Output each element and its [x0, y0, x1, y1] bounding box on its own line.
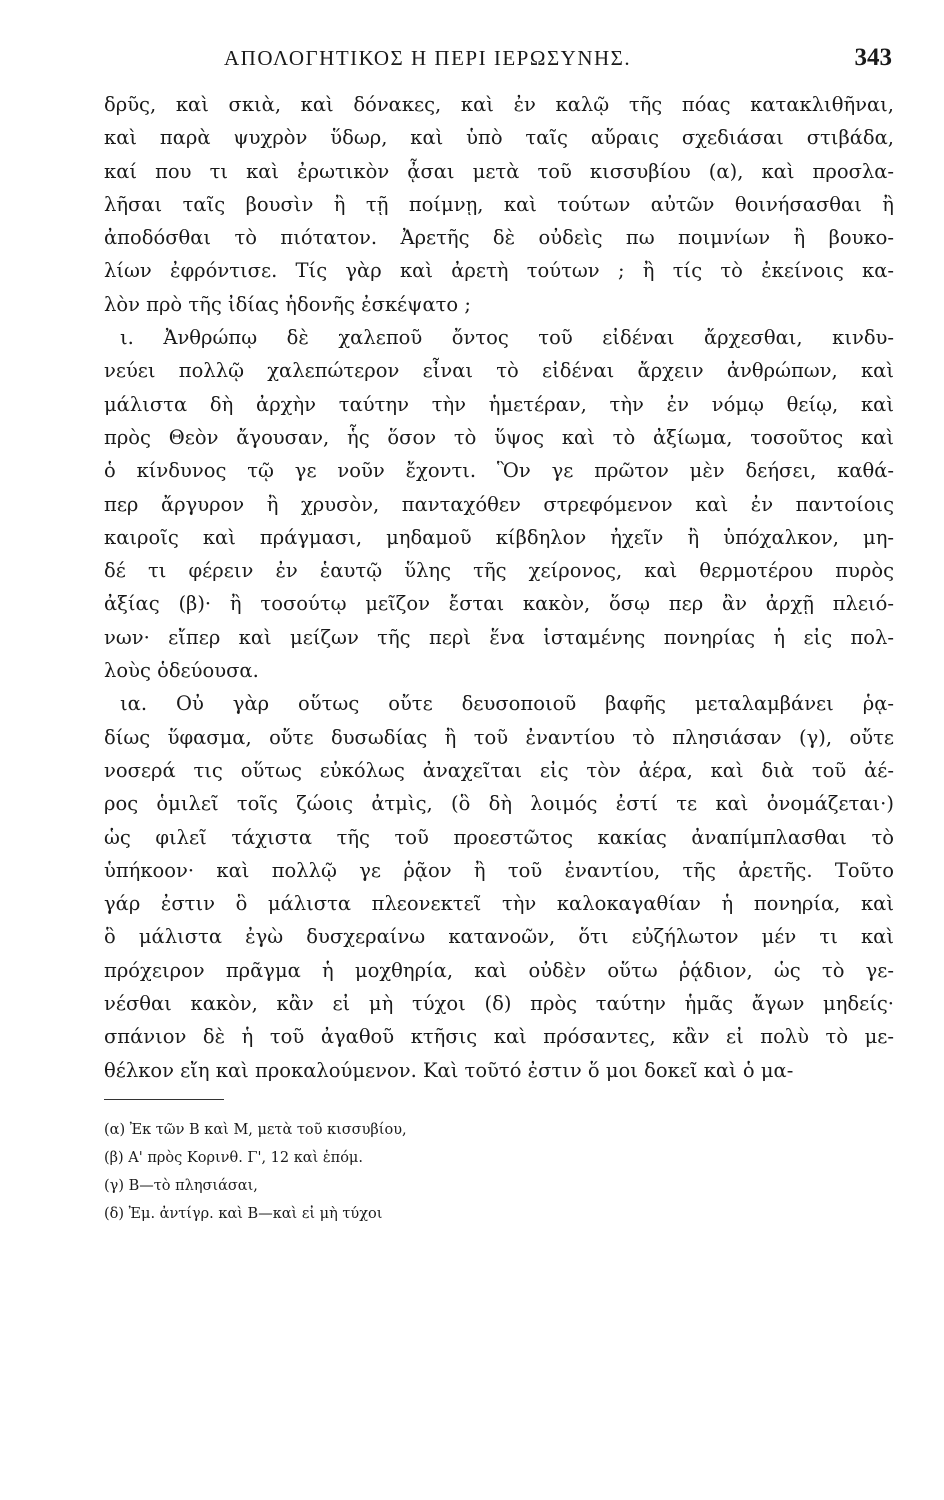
footnote: (β) Α' πρὸς Κορινθ. Γ', 12 καὶ ἑπόμ. — [104, 1149, 363, 1166]
text-line: θέλκον εἴη καὶ προκαλούμενον. Καὶ τοῦτό ἐστιν ὅ μοι δοκεῖ καὶ ὁ μα- — [104, 1058, 794, 1082]
page-number: 343 — [854, 44, 892, 71]
body-text — [104, 88, 894, 1087]
text-line: νέσθαι κακὸν, κἂν εἰ μὴ τύχοι (δ) πρὸς ταύτην ἡμᾶς ἄγων μηδείς· — [104, 992, 894, 1016]
text-line: περ ἄργυρον ἢ χρυσὸν, πανταχόθεν στρεφόμενον καὶ ἐν παντοίοις — [104, 492, 894, 516]
text-line: καιροῖς καὶ πράγμασι, μηδαμοῦ κίβδηλον ἠχεῖν ἢ ὑπόχαλκον, μη- — [104, 525, 894, 549]
text-line: ι. Ἀνθρώπῳ δὲ χαλεποῦ ὄντος τοῦ εἰδέναι ἄρχεσθαι, κινδυ- — [120, 326, 894, 350]
text-line: ἀποδόσθαι τὸ πιότατον. Ἀρετῆς δὲ οὐδεὶς πω ποιμνίων ἢ βουκο- — [104, 226, 894, 250]
text-line: καὶ παρὰ ψυχρὸν ὕδωρ, καὶ ὑπὸ ταῖς αὔραις σχεδιάσαι στιβάδα, — [104, 126, 894, 150]
running-header — [104, 44, 894, 84]
text-line: γάρ ἐστιν ὃ μάλιστα πλεονεκτεῖ τὴν καλοκαγαθίαν ἡ πονηρία, καὶ — [104, 892, 894, 916]
text-line: σπάνιον δὲ ἡ τοῦ ἀγαθοῦ κτῆσις καὶ πρόσαντες, κἂν εἰ πολὺ τὸ με- — [104, 1025, 894, 1049]
text-line: δίως ὕφασμα, οὔτε δυσωδίας ἢ τοῦ ἐναντίου τὸ πλησιάσαν (γ), οὔτε — [104, 725, 894, 749]
footnote: (α) Ἐκ τῶν Β καὶ Μ, μετὰ τοῦ κισσυβίου, — [104, 1121, 407, 1138]
text-line: νοσερά τις οὕτως εὐκόλως ἀναχεῖται εἰς τὸν ἀέρα, καὶ διὰ τοῦ ἀέ- — [104, 758, 894, 782]
running-title: ΑΠΟΛΟΓΗΤΙΚΟΣ Η ΠΕΡΙ ΙΕΡΩΣΥΝΗΣ. — [224, 46, 632, 70]
text-line: ἀξίας (β)· ἢ τοσούτῳ μεῖζον ἔσται κακὸν, ὅσῳ περ ἂν ἀρχῇ πλειό- — [104, 592, 894, 616]
text-line: μάλιστα δὴ ἀρχὴν ταύτην τὴν ἡμετέραν, τὴν ἐν νόμῳ θείῳ, καὶ — [104, 392, 894, 416]
text-line: δρῦς, καὶ σκιὰ, καὶ δόνακες, καὶ ἐν καλῷ τῆς πόας κατακλιθῆναι, — [104, 93, 894, 116]
text-line: ὡς φιλεῖ τάχιστα τῆς τοῦ προεστῶτος κακίας ἀναπίμπλασθαι τὸ — [104, 825, 894, 849]
footnotes — [104, 1116, 894, 1228]
text-line: πρόχειρον πρᾶγμα ἡ μοχθηρία, καὶ οὐδὲν οὕτω ῥᾴδιον, ὡς τὸ γε- — [104, 958, 894, 982]
text-line: ια. Οὐ γὰρ οὕτως οὔτε δευσοποιοῦ βαφῆς μεταλαμβάνει ῥᾳ- — [120, 692, 894, 716]
text-line: λὸν πρὸ τῆς ἰδίας ἡδονῆς ἐσκέψατο ; — [104, 292, 471, 316]
text-line: ὑπήκοον· καὶ πολλῷ γε ῥᾷον ἢ τοῦ ἐναντίου, τῆς ἀρετῆς. Τοῦτο — [104, 858, 894, 882]
text-line: ὃ μάλιστα ἐγὼ δυσχεραίνω κατανοῶν, ὅτι εὐζήλωτον μέν τι καὶ — [104, 925, 894, 949]
text-line: νεύει πολλῷ χαλεπώτερον εἶναι τὸ εἰδέναι ἄρχειν ἀνθρώπων, καὶ — [104, 359, 894, 383]
footnote: (γ) Β—τὸ πλησιάσαι, — [104, 1177, 258, 1194]
text-line: λίων ἐφρόντισε. Τίς γὰρ καὶ ἀρετὴ τούτων ; ἢ τίς τὸ ἐκείνοις κα- — [104, 259, 894, 283]
text-line: νων· εἴπερ καὶ μείζων τῆς περὶ ἕνα ἱσταμένης πονηρίας ἡ εἰς πολ- — [104, 625, 894, 649]
text-line: ρος ὁμιλεῖ τοῖς ζώοις ἀτμὶς, (ὃ δὴ λοιμός ἐστί τε καὶ ὀνομάζεται·) — [104, 792, 894, 816]
text-line: λῆσαι ταῖς βουσὶν ἢ τῇ ποίμνῃ, καὶ τούτων αὐτῶν θοινήσασθαι ἢ — [104, 192, 894, 216]
text-line: δέ τι φέρειν ἐν ἑαυτῷ ὕλης τῆς χείρονος, καὶ θερμοτέρου πυρὸς — [104, 559, 894, 583]
text-line: καί που τι καὶ ἐρωτικὸν ᾆσαι μετὰ τοῦ κισσυβίου (α), καὶ προσλα- — [104, 159, 894, 183]
footnote: (δ) Ἐμ. ἀντίγρ. καὶ Β—καὶ εἰ μὴ τύχοι — [104, 1205, 383, 1222]
text-line: λοὺς ὁδεύουσα. — [104, 659, 259, 683]
text-line: ὁ κίνδυνος τῷ γε νοῦν ἔχοντι. Ὃν γε πρῶτον μὲν δεήσει, καθά- — [104, 459, 894, 483]
text-line: πρὸς Θεὸν ἄγουσαν, ἧς ὅσον τὸ ὕψος καὶ τὸ ἀξίωμα, τοσοῦτος καὶ — [104, 425, 894, 449]
footnote-divider — [104, 1099, 224, 1100]
